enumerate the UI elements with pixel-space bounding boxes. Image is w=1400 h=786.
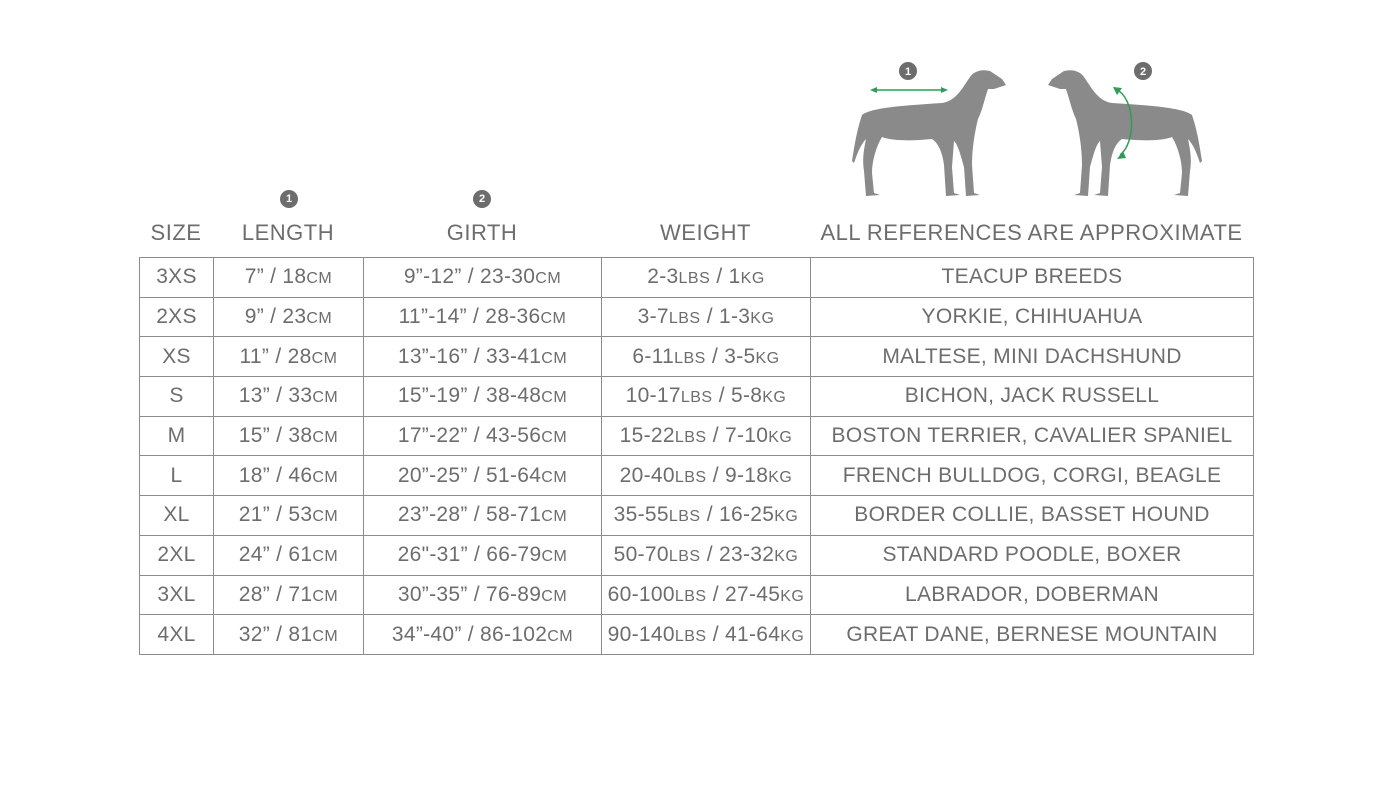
breeds-cell [811,377,1254,417]
weight-cell [602,337,811,377]
length-cell [214,337,364,377]
weight-cell-weight-b-unit: KG [740,270,765,288]
weight-cell-weight-a: 6-11 [632,344,675,368]
girth-cell-girth-num: 17”-22” / 43-56 [397,424,542,448]
breeds-cell [811,337,1254,377]
length-cell-length-num: 21” / 53 [238,503,313,527]
breeds-cell-breeds: BICHON, JACK RUSSELL [904,384,1160,408]
weight-cell [602,615,811,655]
table-row [140,297,1254,337]
weight-cell-weight-b: / 9-18 [706,463,769,487]
length-cell-length-unit: CM [312,429,339,447]
weight-cell-weight-b-unit: KG [762,389,787,407]
weight-cell-weight-b-unit: KG [755,349,780,367]
weight-cell-weight-b: / 3-5 [705,344,756,368]
girth-cell [364,258,602,298]
table-row [140,456,1254,496]
weight-cell [602,575,811,615]
size-cell [140,456,214,496]
weight-cell-weight-b-unit: KG [780,627,805,645]
table-row [140,615,1254,655]
size-cell [140,575,214,615]
header-girth: GIRTH [446,220,518,245]
breeds-cell [811,258,1254,298]
table-row [140,337,1254,377]
size-cell-size: 2XL [157,543,196,567]
header-length: LENGTH [241,220,335,245]
length-cell [214,535,364,575]
breeds-cell-breeds: FRENCH BULLDOG, CORGI, BEAGLE [842,463,1222,487]
girth-cell [364,496,602,536]
weight-cell-weight-a: 15-22 [619,424,675,448]
weight-cell-weight-a-unit: LBS [668,310,701,328]
weight-cell-weight-a: 10-17 [625,384,681,408]
girth-cell-girth-unit: CM [541,349,568,367]
table-row [140,575,1254,615]
dog-girth-icon [1048,62,1202,196]
weight-cell-weight-a: 60-100 [607,582,675,606]
svg-text:1: 1 [904,66,912,78]
girth-cell-girth-unit: CM [541,548,568,566]
girth-cell-girth-unit: CM [541,389,568,407]
weight-cell-weight-b-unit: KG [774,508,799,526]
table-row [140,377,1254,417]
length-cell [214,615,364,655]
table-header [0,218,1400,248]
weight-cell [602,377,811,417]
length-cell-length-num: 11” / 28 [239,344,312,368]
breeds-cell [811,496,1254,536]
length-cell-length-unit: CM [312,587,339,605]
breeds-cell-breeds: TEACUP BREEDS [941,265,1123,289]
weight-cell-weight-a-unit: LBS [680,389,713,407]
length-badge: 1 [280,190,298,208]
weight-cell-weight-b-unit: KG [768,468,793,486]
length-cell-length-num: 7” / 18 [244,265,307,289]
weight-cell-weight-b-unit: KG [750,310,775,328]
length-cell-length-unit: CM [312,389,339,407]
size-cell [140,377,214,417]
length-cell-length-unit: CM [312,627,339,645]
weight-cell-weight-a: 35-55 [613,503,669,527]
dog-measurement-illustration [840,55,1220,205]
table-row [140,535,1254,575]
weight-cell-weight-b: / 16-25 [700,503,775,527]
breeds-cell [811,297,1254,337]
weight-cell-weight-a: 3-7 [637,305,669,329]
size-cell-size: L [170,463,183,487]
girth-cell [364,456,602,496]
table-row [140,416,1254,456]
girth-cell-girth-unit: CM [547,627,574,645]
length-cell-length-num: 13” / 33 [238,384,313,408]
length-cell-length-unit: CM [312,548,339,566]
girth-cell-girth-num: 9”-12” / 23-30 [403,265,536,289]
girth-cell [364,297,602,337]
weight-cell-weight-a-unit: LBS [674,468,707,486]
size-cell [140,337,214,377]
size-table [139,257,1254,655]
weight-cell-weight-b-unit: KG [780,587,805,605]
breeds-cell-breeds: BORDER COLLIE, BASSET HOUND [854,503,1210,527]
girth-cell-girth-num: 34”-40” / 86-102 [391,622,548,646]
length-cell [214,377,364,417]
breeds-cell-breeds: LABRADOR, DOBERMAN [905,582,1159,606]
size-cell [140,416,214,456]
size-cell [140,258,214,298]
breeds-cell [811,615,1254,655]
breeds-cell-breeds: GREAT DANE, BERNESE MOUNTAIN [846,622,1218,646]
size-cell-size: 4XL [157,622,196,646]
weight-cell-weight-a: 50-70 [613,543,669,567]
weight-cell-weight-a-unit: LBS [674,349,706,367]
breeds-cell [811,456,1254,496]
girth-cell-girth-num: 26"-31” / 66-79 [397,543,542,567]
length-cell-length-unit: CM [312,508,339,526]
weight-cell-weight-b: / 23-32 [700,543,775,567]
weight-cell [602,297,811,337]
size-cell-size: XL [163,503,190,527]
length-cell-length-num: 18” / 46 [238,463,313,487]
size-cell [140,615,214,655]
weight-cell [602,416,811,456]
weight-cell-weight-a: 20-40 [619,463,675,487]
length-cell [214,416,364,456]
table-row [140,496,1254,536]
weight-cell-weight-b-unit: KG [774,548,799,566]
girth-cell [364,337,602,377]
girth-cell-girth-unit: CM [541,508,568,526]
size-cell-size: S [169,384,184,408]
size-cell [140,535,214,575]
breeds-cell-breeds: MALTESE, MINI DACHSHUND [882,344,1182,368]
breeds-cell [811,535,1254,575]
weight-cell-weight-b: / 7-10 [706,424,769,448]
weight-cell-weight-b: / 1 [710,265,741,289]
weight-cell [602,258,811,298]
size-cell-size: M [167,424,186,448]
size-cell-size: 2XS [156,305,197,329]
length-cell [214,575,364,615]
length-cell-length-unit: CM [311,349,338,367]
dog-length-icon [852,62,1006,196]
size-cell [140,496,214,536]
weight-cell-weight-a-unit: LBS [674,587,707,605]
weight-cell-weight-a: 90-140 [607,622,675,646]
breeds-cell [811,575,1254,615]
weight-cell [602,535,811,575]
breeds-cell-breeds: STANDARD POODLE, BOXER [882,543,1182,567]
breeds-cell-breeds: BOSTON TERRIER, CAVALIER SPANIEL [831,424,1233,448]
length-cell-length-num: 32” / 81 [238,622,313,646]
size-table-body [140,258,1254,655]
girth-cell-girth-unit: CM [541,429,568,447]
girth-cell-girth-num: 20”-25” / 51-64 [397,463,542,487]
girth-cell-girth-unit: CM [541,468,568,486]
weight-cell-weight-b: / 5-8 [712,384,763,408]
length-cell-length-unit: CM [306,310,333,328]
length-cell [214,456,364,496]
girth-cell-girth-unit: CM [541,587,568,605]
header-breeds: ALL REFERENCES ARE APPROXIMATE [820,220,1243,245]
size-cell-size: 3XL [157,582,196,606]
weight-cell-weight-a: 2-3 [647,265,679,289]
header-size: SIZE [150,220,202,245]
size-cell [140,297,214,337]
weight-cell-weight-a-unit: LBS [668,508,701,526]
weight-cell-weight-b: / 27-45 [706,582,781,606]
girth-cell [364,535,602,575]
size-cell-size: XS [162,344,191,368]
girth-cell [364,377,602,417]
length-cell-length-num: 9” / 23 [244,305,307,329]
weight-cell-weight-b-unit: KG [768,429,793,447]
length-cell [214,258,364,298]
length-cell-length-num: 28” / 71 [238,582,313,606]
length-cell-length-unit: CM [312,468,339,486]
girth-cell-girth-num: 15”-19” / 38-48 [397,384,542,408]
table-row [140,258,1254,298]
weight-cell-weight-b: / 1-3 [700,305,751,329]
girth-cell-girth-num: 11”-14” / 28-36 [398,305,541,329]
weight-cell-weight-a-unit: LBS [674,429,707,447]
svg-text:2: 2 [1139,66,1147,78]
girth-cell-girth-num: 23”-28” / 58-71 [397,503,542,527]
length-cell-length-num: 24” / 61 [238,543,313,567]
weight-cell [602,496,811,536]
weight-cell-weight-a-unit: LBS [668,548,701,566]
weight-cell-weight-a-unit: LBS [674,627,707,645]
girth-cell-girth-num: 30”-35” / 76-89 [397,582,542,606]
girth-cell-girth-unit: CM [535,270,562,288]
breeds-cell [811,416,1254,456]
breeds-cell-breeds: YORKIE, CHIHUAHUA [921,305,1143,329]
girth-cell-girth-unit: CM [540,310,567,328]
size-cell-size: 3XS [156,265,197,289]
girth-cell-girth-num: 13”-16” / 33-41 [397,344,542,368]
girth-cell [364,575,602,615]
header-weight: WEIGHT [660,220,751,245]
weight-cell [602,456,811,496]
weight-cell-weight-a-unit: LBS [678,270,711,288]
girth-cell [364,615,602,655]
girth-badge: 2 [473,190,491,208]
length-cell-length-unit: CM [306,270,333,288]
length-cell [214,496,364,536]
length-cell [214,297,364,337]
length-cell-length-num: 15” / 38 [238,424,313,448]
weight-cell-weight-b: / 41-64 [706,622,781,646]
girth-cell [364,416,602,456]
